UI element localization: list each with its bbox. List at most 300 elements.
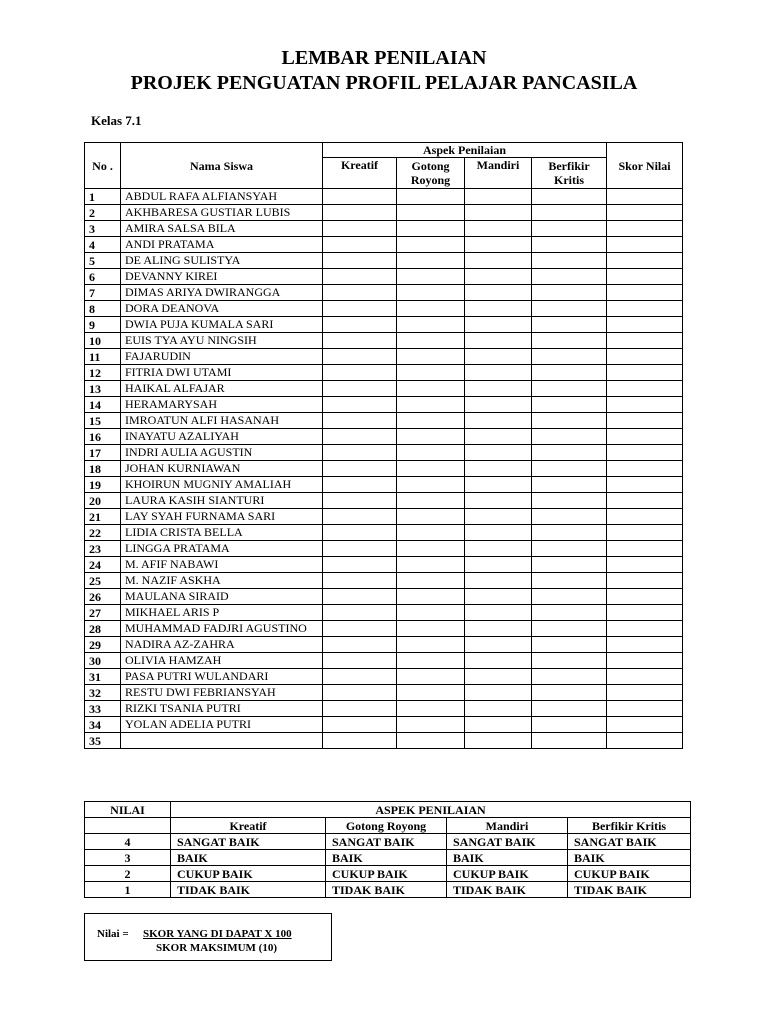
score-gotong-royong-cell[interactable] — [397, 317, 465, 333]
score-gotong-royong-cell[interactable] — [397, 269, 465, 285]
score-kreatif-cell[interactable] — [323, 221, 397, 237]
student-name: MIKHAEL ARIS P — [121, 605, 323, 621]
score-mandiri-cell[interactable] — [465, 605, 532, 621]
student-number: 29 — [85, 637, 121, 653]
score-berfikir-kritis-cell[interactable] — [532, 461, 607, 477]
student-row — [85, 285, 683, 301]
score-total-cell[interactable] — [607, 685, 683, 701]
student-name: AKHBARESA GUSTIAR LUBIS — [121, 205, 323, 221]
score-total-cell[interactable] — [607, 397, 683, 413]
score-mandiri-cell[interactable] — [465, 653, 532, 669]
score-mandiri-cell[interactable] — [465, 221, 532, 237]
score-total-cell[interactable] — [607, 381, 683, 397]
scale-gotong-royong: CUKUP BAIK — [326, 866, 447, 882]
score-gotong-royong-cell[interactable] — [397, 381, 465, 397]
student-number: 11 — [85, 349, 121, 365]
student-name: INDRI AULIA AGUSTIN — [121, 445, 323, 461]
student-row — [85, 301, 683, 317]
header-mandiri: Mandiri — [465, 158, 532, 189]
score-mandiri-cell[interactable] — [465, 461, 532, 477]
student-name: KHOIRUN MUGNIY AMALIAH — [121, 477, 323, 493]
student-row — [85, 541, 683, 557]
grading-scale-table — [84, 801, 691, 898]
student-number: 32 — [85, 685, 121, 701]
score-gotong-royong-cell[interactable] — [397, 589, 465, 605]
header-gotong-royong: Gotong Royong — [397, 158, 465, 189]
student-number: 23 — [85, 541, 121, 557]
score-berfikir-kritis-cell[interactable] — [532, 589, 607, 605]
score-kreatif-cell[interactable] — [323, 621, 397, 637]
student-name: PASA PUTRI WULANDARI — [121, 669, 323, 685]
score-mandiri-cell[interactable] — [465, 509, 532, 525]
student-row — [85, 669, 683, 685]
student-row — [85, 605, 683, 621]
score-mandiri-cell[interactable] — [465, 493, 532, 509]
score-total-cell[interactable] — [607, 541, 683, 557]
score-berfikir-kritis-cell[interactable] — [532, 429, 607, 445]
score-gotong-royong-cell[interactable] — [397, 253, 465, 269]
student-name: M. AFIF NABAWI — [121, 557, 323, 573]
scale-value: 2 — [85, 866, 171, 882]
student-number: 6 — [85, 269, 121, 285]
score-gotong-royong-cell[interactable] — [397, 701, 465, 717]
score-total-cell[interactable] — [607, 589, 683, 605]
score-kreatif-cell[interactable] — [323, 701, 397, 717]
score-berfikir-kritis-cell[interactable] — [532, 445, 607, 461]
score-mandiri-cell[interactable] — [465, 285, 532, 301]
student-row — [85, 365, 683, 381]
scale-header-nilai: NILAI — [85, 802, 171, 818]
score-gotong-royong-cell[interactable] — [397, 509, 465, 525]
score-kreatif-cell[interactable] — [323, 573, 397, 589]
score-mandiri-cell[interactable] — [465, 685, 532, 701]
class-label: Kelas 7.1 — [91, 113, 142, 128]
student-name: DIMAS ARIYA DWIRANGGA — [121, 285, 323, 301]
student-name: FAJARUDIN — [121, 349, 323, 365]
student-row — [85, 509, 683, 525]
student-number: 27 — [85, 605, 121, 621]
score-gotong-royong-cell[interactable] — [397, 413, 465, 429]
student-row — [85, 381, 683, 397]
score-total-cell[interactable] — [607, 237, 683, 253]
student-name: ANDI PRATAMA — [121, 237, 323, 253]
student-row — [85, 573, 683, 589]
student-name: LIDIA CRISTA BELLA — [121, 525, 323, 541]
student-row — [85, 205, 683, 221]
score-berfikir-kritis-cell[interactable] — [532, 317, 607, 333]
score-mandiri-cell[interactable] — [465, 525, 532, 541]
student-number: 12 — [85, 365, 121, 381]
student-row — [85, 717, 683, 733]
score-total-cell[interactable] — [607, 621, 683, 637]
student-row — [85, 253, 683, 269]
student-name: MAULANA SIRAID — [121, 589, 323, 605]
score-kreatif-cell[interactable] — [323, 685, 397, 701]
score-berfikir-kritis-cell[interactable] — [532, 397, 607, 413]
score-berfikir-kritis-cell[interactable] — [532, 605, 607, 621]
score-mandiri-cell[interactable] — [465, 317, 532, 333]
score-kreatif-cell[interactable] — [323, 589, 397, 605]
score-total-cell[interactable] — [607, 461, 683, 477]
score-kreatif-cell[interactable] — [323, 461, 397, 477]
score-total-cell[interactable] — [607, 717, 683, 733]
student-number: 2 — [85, 205, 121, 221]
student-number: 35 — [85, 733, 121, 749]
student-number: 28 — [85, 621, 121, 637]
score-gotong-royong-cell[interactable] — [397, 285, 465, 301]
score-mandiri-cell[interactable] — [465, 205, 532, 221]
student-name: JOHAN KURNIAWAN — [121, 461, 323, 477]
page-subtitle: PROJEK PENGUATAN PROFIL PELAJAR PANCASILA — [130, 72, 638, 94]
score-kreatif-cell[interactable] — [323, 317, 397, 333]
score-gotong-royong-cell[interactable] — [397, 237, 465, 253]
student-number: 1 — [85, 189, 121, 205]
score-mandiri-cell[interactable] — [465, 269, 532, 285]
student-number: 4 — [85, 237, 121, 253]
score-gotong-royong-cell[interactable] — [397, 397, 465, 413]
score-berfikir-kritis-cell[interactable] — [532, 653, 607, 669]
score-berfikir-kritis-cell[interactable] — [532, 349, 607, 365]
score-mandiri-cell[interactable] — [465, 397, 532, 413]
student-row — [85, 621, 683, 637]
score-mandiri-cell[interactable] — [465, 669, 532, 685]
score-berfikir-kritis-cell[interactable] — [532, 205, 607, 221]
score-mandiri-cell[interactable] — [465, 477, 532, 493]
score-kreatif-cell[interactable] — [323, 301, 397, 317]
score-mandiri-cell[interactable] — [465, 573, 532, 589]
score-kreatif-cell[interactable] — [323, 557, 397, 573]
score-gotong-royong-cell[interactable] — [397, 477, 465, 493]
scale-berfikir-kritis: CUKUP BAIK — [568, 866, 691, 882]
score-gotong-royong-cell[interactable] — [397, 349, 465, 365]
score-berfikir-kritis-cell[interactable] — [532, 733, 607, 749]
score-berfikir-kritis-cell[interactable] — [532, 285, 607, 301]
student-name: YOLAN ADELIA PUTRI — [121, 717, 323, 733]
scale-header-kreatif: Kreatif — [171, 818, 326, 834]
score-gotong-royong-cell[interactable] — [397, 685, 465, 701]
student-number: 15 — [85, 413, 121, 429]
score-gotong-royong-cell[interactable] — [397, 525, 465, 541]
score-berfikir-kritis-cell[interactable] — [532, 493, 607, 509]
score-total-cell[interactable] — [607, 221, 683, 237]
student-row — [85, 637, 683, 653]
score-gotong-royong-cell[interactable] — [397, 493, 465, 509]
score-mandiri-cell[interactable] — [465, 429, 532, 445]
student-row — [85, 221, 683, 237]
score-mandiri-cell[interactable] — [465, 253, 532, 269]
score-berfikir-kritis-cell[interactable] — [532, 189, 607, 205]
scale-kreatif: TIDAK BAIK — [171, 882, 326, 898]
header-no: No . — [85, 143, 121, 189]
student-number: 8 — [85, 301, 121, 317]
student-name — [121, 733, 323, 749]
score-berfikir-kritis-cell[interactable] — [532, 365, 607, 381]
score-total-cell[interactable] — [607, 493, 683, 509]
scale-header-aspek: ASPEK PENILAIAN — [171, 802, 691, 818]
student-number: 30 — [85, 653, 121, 669]
student-number: 21 — [85, 509, 121, 525]
score-mandiri-cell[interactable] — [465, 589, 532, 605]
score-kreatif-cell[interactable] — [323, 477, 397, 493]
student-number: 13 — [85, 381, 121, 397]
scale-value: 4 — [85, 834, 171, 850]
score-kreatif-cell[interactable] — [323, 381, 397, 397]
student-number: 14 — [85, 397, 121, 413]
score-kreatif-cell[interactable] — [323, 637, 397, 653]
score-kreatif-cell[interactable] — [323, 285, 397, 301]
score-kreatif-cell[interactable] — [323, 189, 397, 205]
score-mandiri-cell[interactable] — [465, 701, 532, 717]
score-mandiri-cell[interactable] — [465, 717, 532, 733]
score-kreatif-cell[interactable] — [323, 669, 397, 685]
score-kreatif-cell[interactable] — [323, 733, 397, 749]
student-assessment-table — [84, 142, 683, 749]
score-kreatif-cell[interactable] — [323, 333, 397, 349]
scale-value: 3 — [85, 850, 171, 866]
score-kreatif-cell[interactable] — [323, 653, 397, 669]
scale-gotong-royong: BAIK — [326, 850, 447, 866]
student-name: RESTU DWI FEBRIANSYAH — [121, 685, 323, 701]
score-kreatif-cell[interactable] — [323, 717, 397, 733]
scale-header-mandiri: Mandiri — [447, 818, 568, 834]
student-name: M. NAZIF ASKHA — [121, 573, 323, 589]
student-number: 19 — [85, 477, 121, 493]
student-name: RIZKI TSANIA PUTRI — [121, 701, 323, 717]
score-berfikir-kritis-cell[interactable] — [532, 477, 607, 493]
score-gotong-royong-cell[interactable] — [397, 653, 465, 669]
formula-denominator: SKOR MAKSIMUM (10) — [156, 942, 277, 954]
score-berfikir-kritis-cell[interactable] — [532, 413, 607, 429]
score-mandiri-cell[interactable] — [465, 557, 532, 573]
score-gotong-royong-cell[interactable] — [397, 365, 465, 381]
score-total-cell[interactable] — [607, 605, 683, 621]
student-name: HAIKAL ALFAJAR — [121, 381, 323, 397]
score-berfikir-kritis-cell[interactable] — [532, 509, 607, 525]
score-mandiri-cell[interactable] — [465, 445, 532, 461]
score-mandiri-cell[interactable] — [465, 189, 532, 205]
score-total-cell[interactable] — [607, 349, 683, 365]
student-name: ABDUL RAFA ALFIANSYAH — [121, 189, 323, 205]
score-mandiri-cell[interactable] — [465, 333, 532, 349]
student-row — [85, 653, 683, 669]
student-row — [85, 269, 683, 285]
score-mandiri-cell[interactable] — [465, 237, 532, 253]
score-kreatif-cell[interactable] — [323, 205, 397, 221]
formula-label: Nilai = — [97, 928, 129, 940]
score-mandiri-cell[interactable] — [465, 541, 532, 557]
score-berfikir-kritis-cell[interactable] — [532, 573, 607, 589]
student-number: 17 — [85, 445, 121, 461]
student-number: 25 — [85, 573, 121, 589]
scale-berfikir-kritis: SANGAT BAIK — [568, 834, 691, 850]
score-total-cell[interactable] — [607, 701, 683, 717]
student-number: 24 — [85, 557, 121, 573]
scale-row — [85, 882, 691, 898]
score-berfikir-kritis-cell[interactable] — [532, 269, 607, 285]
score-gotong-royong-cell[interactable] — [397, 573, 465, 589]
score-kreatif-cell[interactable] — [323, 237, 397, 253]
score-berfikir-kritis-cell[interactable] — [532, 637, 607, 653]
score-kreatif-cell[interactable] — [323, 429, 397, 445]
student-row — [85, 317, 683, 333]
score-kreatif-cell[interactable] — [323, 349, 397, 365]
score-kreatif-cell[interactable] — [323, 525, 397, 541]
score-total-cell[interactable] — [607, 429, 683, 445]
score-mandiri-cell[interactable] — [465, 381, 532, 397]
score-gotong-royong-cell[interactable] — [397, 445, 465, 461]
scale-berfikir-kritis: BAIK — [568, 850, 691, 866]
score-berfikir-kritis-cell[interactable] — [532, 621, 607, 637]
header-berfikir-kritis: Berfikir Kritis — [532, 158, 607, 189]
scale-kreatif: SANGAT BAIK — [171, 834, 326, 850]
score-gotong-royong-cell[interactable] — [397, 461, 465, 477]
student-name: DEVANNY KIREI — [121, 269, 323, 285]
score-total-cell[interactable] — [607, 637, 683, 653]
student-row — [85, 733, 683, 749]
student-name: HERAMARYSAH — [121, 397, 323, 413]
score-total-cell[interactable] — [607, 189, 683, 205]
student-name: AMIRA SALSA BILA — [121, 221, 323, 237]
score-mandiri-cell[interactable] — [465, 301, 532, 317]
student-row — [85, 477, 683, 493]
score-berfikir-kritis-cell[interactable] — [532, 381, 607, 397]
score-gotong-royong-cell[interactable] — [397, 333, 465, 349]
score-formula-box — [84, 913, 332, 961]
score-total-cell[interactable] — [607, 509, 683, 525]
scale-header-blank — [85, 818, 171, 834]
student-row — [85, 493, 683, 509]
score-berfikir-kritis-cell[interactable] — [532, 301, 607, 317]
score-total-cell[interactable] — [607, 205, 683, 221]
student-row — [85, 237, 683, 253]
score-kreatif-cell[interactable] — [323, 509, 397, 525]
score-berfikir-kritis-cell[interactable] — [532, 557, 607, 573]
score-gotong-royong-cell[interactable] — [397, 189, 465, 205]
student-row — [85, 701, 683, 717]
student-row — [85, 589, 683, 605]
score-total-cell[interactable] — [607, 525, 683, 541]
score-total-cell[interactable] — [607, 733, 683, 749]
score-berfikir-kritis-cell[interactable] — [532, 669, 607, 685]
student-number: 20 — [85, 493, 121, 509]
score-total-cell[interactable] — [607, 477, 683, 493]
score-gotong-royong-cell[interactable] — [397, 429, 465, 445]
student-row — [85, 557, 683, 573]
score-total-cell[interactable] — [607, 285, 683, 301]
score-total-cell[interactable] — [607, 557, 683, 573]
score-gotong-royong-cell[interactable] — [397, 605, 465, 621]
score-kreatif-cell[interactable] — [323, 445, 397, 461]
scale-header-berfikir-kritis: Berfikir Kritis — [568, 818, 691, 834]
score-total-cell[interactable] — [607, 413, 683, 429]
score-mandiri-cell[interactable] — [465, 413, 532, 429]
score-kreatif-cell[interactable] — [323, 269, 397, 285]
score-gotong-royong-cell[interactable] — [397, 221, 465, 237]
score-mandiri-cell[interactable] — [465, 733, 532, 749]
score-kreatif-cell[interactable] — [323, 541, 397, 557]
student-number: 10 — [85, 333, 121, 349]
scale-row — [85, 834, 691, 850]
score-berfikir-kritis-cell[interactable] — [532, 237, 607, 253]
score-mandiri-cell[interactable] — [465, 365, 532, 381]
student-name: LAURA KASIH SIANTURI — [121, 493, 323, 509]
score-berfikir-kritis-cell[interactable] — [532, 541, 607, 557]
score-gotong-royong-cell[interactable] — [397, 621, 465, 637]
score-total-cell[interactable] — [607, 333, 683, 349]
score-kreatif-cell[interactable] — [323, 605, 397, 621]
student-row — [85, 413, 683, 429]
score-gotong-royong-cell[interactable] — [397, 669, 465, 685]
score-kreatif-cell[interactable] — [323, 365, 397, 381]
student-name: NADIRA AZ-ZAHRA — [121, 637, 323, 653]
student-number: 7 — [85, 285, 121, 301]
student-name: MUHAMMAD FADJRI AGUSTINO — [121, 621, 323, 637]
scale-kreatif: CUKUP BAIK — [171, 866, 326, 882]
score-gotong-royong-cell[interactable] — [397, 541, 465, 557]
score-total-cell[interactable] — [607, 269, 683, 285]
student-number: 22 — [85, 525, 121, 541]
student-row — [85, 445, 683, 461]
score-mandiri-cell[interactable] — [465, 637, 532, 653]
score-berfikir-kritis-cell[interactable] — [532, 333, 607, 349]
scale-mandiri: BAIK — [447, 850, 568, 866]
score-mandiri-cell[interactable] — [465, 349, 532, 365]
score-total-cell[interactable] — [607, 365, 683, 381]
score-berfikir-kritis-cell[interactable] — [532, 717, 607, 733]
score-kreatif-cell[interactable] — [323, 413, 397, 429]
score-kreatif-cell[interactable] — [323, 397, 397, 413]
score-total-cell[interactable] — [607, 317, 683, 333]
student-number: 5 — [85, 253, 121, 269]
student-number: 3 — [85, 221, 121, 237]
score-total-cell[interactable] — [607, 301, 683, 317]
score-berfikir-kritis-cell[interactable] — [532, 253, 607, 269]
student-name: EUIS TYA AYU NINGSIH — [121, 333, 323, 349]
score-gotong-royong-cell[interactable] — [397, 733, 465, 749]
score-total-cell[interactable] — [607, 653, 683, 669]
scale-row — [85, 850, 691, 866]
score-berfikir-kritis-cell[interactable] — [532, 701, 607, 717]
score-mandiri-cell[interactable] — [465, 621, 532, 637]
student-number: 18 — [85, 461, 121, 477]
scale-value: 1 — [85, 882, 171, 898]
score-berfikir-kritis-cell[interactable] — [532, 221, 607, 237]
score-total-cell[interactable] — [607, 253, 683, 269]
score-total-cell[interactable] — [607, 445, 683, 461]
student-row — [85, 685, 683, 701]
score-total-cell[interactable] — [607, 573, 683, 589]
score-total-cell[interactable] — [607, 669, 683, 685]
header-nama-siswa: Nama Siswa — [121, 143, 323, 189]
scale-gotong-royong: SANGAT BAIK — [326, 834, 447, 850]
score-gotong-royong-cell[interactable] — [397, 205, 465, 221]
student-name: DE ALING SULISTYA — [121, 253, 323, 269]
formula-numerator: SKOR YANG DI DAPAT X 100 — [143, 928, 292, 940]
student-name: IMROATUN ALFI HASANAH — [121, 413, 323, 429]
score-kreatif-cell[interactable] — [323, 253, 397, 269]
score-berfikir-kritis-cell[interactable] — [532, 685, 607, 701]
score-berfikir-kritis-cell[interactable] — [532, 525, 607, 541]
score-gotong-royong-cell[interactable] — [397, 557, 465, 573]
student-number: 31 — [85, 669, 121, 685]
score-gotong-royong-cell[interactable] — [397, 301, 465, 317]
scale-gotong-royong: TIDAK BAIK — [326, 882, 447, 898]
score-kreatif-cell[interactable] — [323, 493, 397, 509]
student-row — [85, 333, 683, 349]
score-gotong-royong-cell[interactable] — [397, 717, 465, 733]
score-gotong-royong-cell[interactable] — [397, 637, 465, 653]
student-name: FITRIA DWI UTAMI — [121, 365, 323, 381]
